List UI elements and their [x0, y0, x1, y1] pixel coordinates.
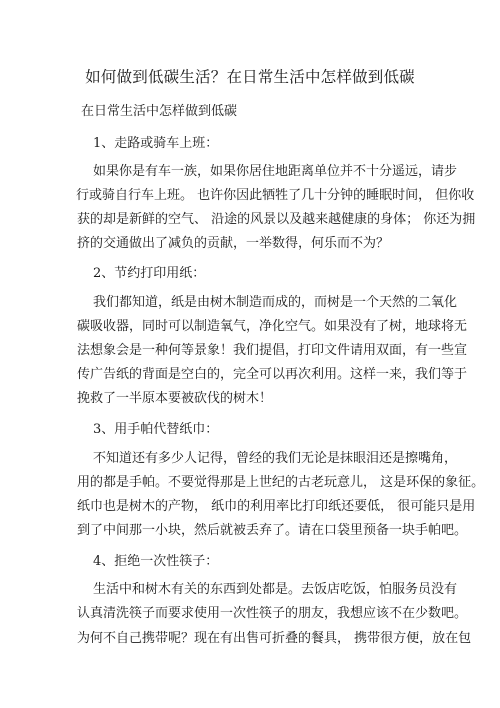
paragraph-line: 法想象会是一种何等景象！我们提倡，打印文件请用双面，有一些宣: [77, 343, 468, 358]
section-heading-3: 3、用手帕代替纸巾：: [93, 422, 219, 437]
paragraph-line: 我们都知道，纸是由树木制造而成的，而树是一个天然的二氧化: [93, 295, 458, 310]
paragraph-line: 生活中和树木有关的东西到处都是。去饭店吃饭，怕服务员没有: [93, 582, 458, 597]
paragraph-line: 为何不自己携带呢？现在有出售可折叠的餐具， 携带很方便，放在包: [77, 631, 472, 646]
paragraph-line: 获的却是新鲜的空气、 沿途的风景以及越来越健康的身体； 你还为拥: [77, 212, 476, 227]
section-heading-1: 1、走路或骑车上班：: [93, 136, 219, 151]
paragraph-line: 用的都是手帕。不要觉得那是上世纪的古老玩意儿， 这是环保的象征。: [77, 475, 485, 490]
paragraph-line: 挽救了一半原本要被砍伐的树木！: [77, 391, 273, 406]
paragraph-line: 纸巾也是树木的产物， 纸巾的利用率比打印纸还要低， 很可能只是用: [77, 499, 476, 514]
subtitle: 在日常生活中怎样做到低碳: [81, 104, 238, 119]
paragraph-line: 到了中间那一小块，然后就被丢弃了。请在口袋里预备一块手帕吧。: [77, 523, 468, 538]
section-heading-2: 2、节约打印用纸：: [93, 266, 206, 281]
page-title: 如何做到低碳生活？在日常生活中怎样做到低碳: [85, 68, 415, 86]
paragraph-line: 碳吸收器，同时可以制造氧气，净化空气。如果没有了树，地球将无: [77, 319, 468, 334]
paragraph-line: 认真清洗筷子而要求使用一次性筷子的朋友，我想应该不在少数吧。: [77, 606, 468, 621]
paragraph-line: 不知道还有多少人记得，曾经的我们无论是抹眼泪还是擦嘴角，: [93, 451, 458, 466]
paragraph-line: 传广告纸的背面是空白的，完全可以再次利用。这样一来，我们等于: [77, 367, 468, 382]
paragraph-line: 如果你是有车一族，如果你居住地距离单位并不十分遥远，请步: [93, 164, 458, 179]
paragraph-line: 行或骑自行车上班。 也许你因此牺牲了几十分钟的睡眠时间， 但你收: [76, 188, 475, 203]
paragraph-line: 挤的交通做出了减负的贡献，一举数得，何乐而不为？: [77, 236, 390, 251]
section-heading-4: 4、拒绝一次性筷子：: [93, 554, 219, 569]
